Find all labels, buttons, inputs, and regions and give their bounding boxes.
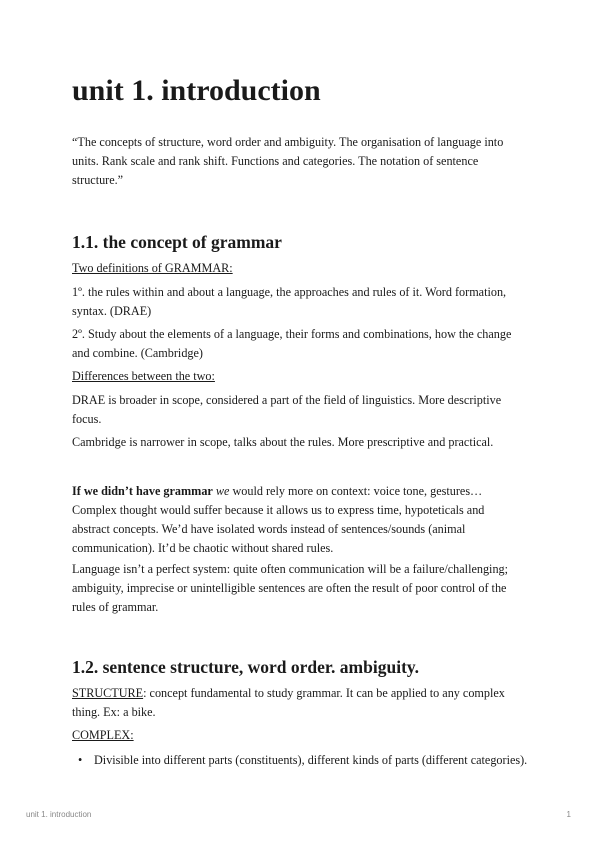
structure-text: : concept fundamental to study grammar. It can be applied to any complex thing. Ex: a bike.: [72, 686, 505, 719]
no-grammar-paragraph: [72, 482, 522, 558]
complex-list: [72, 751, 542, 770]
no-grammar-rest: would rely more on context: voice tone, gestures… Complex thought would suffer because it allows us to express time, hypoteticals and abstract concepts. We’d have isolated words instead of sentences/sounds (animal communication). It’d be chaotic without shared rules.: [72, 484, 485, 555]
differences-label-text: Differences between the two:: [72, 369, 215, 383]
definition-2: 2º. Study about the elements of a language, their forms and combinations, how the change and combine. (Cambridge): [72, 327, 512, 360]
section-2-heading: 1.2. sentence structure, word order. ambiguity.: [72, 657, 420, 677]
complex-label: [72, 726, 522, 745]
definitions-label-text: Two definitions of GRAMMAR:: [72, 261, 233, 275]
no-grammar-bold: If we didn’t have grammar: [72, 484, 213, 498]
difference-1: DRAE is broader in scope, considered a part of the field of linguistics. More descriptive focus.: [72, 393, 502, 426]
definitions-label: [72, 259, 522, 278]
page-number: 1: [566, 810, 571, 819]
footer-title: unit 1. introduction: [26, 810, 92, 819]
page-title: unit 1. introduction: [72, 74, 321, 107]
list-item-text: Divisible into different parts (constituents), different kinds of parts (different categories).: [94, 753, 528, 767]
bullet-icon: •: [78, 753, 83, 767]
definition-1: 1º. the rules within and about a language, the approaches and rules of it. Word formation, syntax. (DRAE): [72, 285, 507, 318]
difference-2: Cambridge is narrower in scope, talks about the rules. More prescriptive and practical.: [72, 435, 494, 449]
complex-label-text: COMPLEX:: [72, 728, 134, 742]
section-1-heading: 1.1. the concept of grammar: [72, 232, 282, 252]
not-perfect-paragraph: Language isn’t a perfect system: quite often communication will be a failure/challenging; ambiguity, imprecise or unintelligible sentences are often the result of poor control of the rules of grammar.: [72, 562, 509, 614]
intro-quote: “The concepts of structure, word order and ambiguity. The organisation of language into units. Rank scale and rank shift. Functions and categories. The notation of sentence structure.”: [72, 135, 504, 187]
no-grammar-italic: we: [215, 484, 230, 498]
differences-label: [72, 367, 522, 386]
structure-label: STRUCTURE: [72, 686, 144, 700]
structure-paragraph: [72, 684, 522, 722]
list-item: [72, 751, 542, 770]
